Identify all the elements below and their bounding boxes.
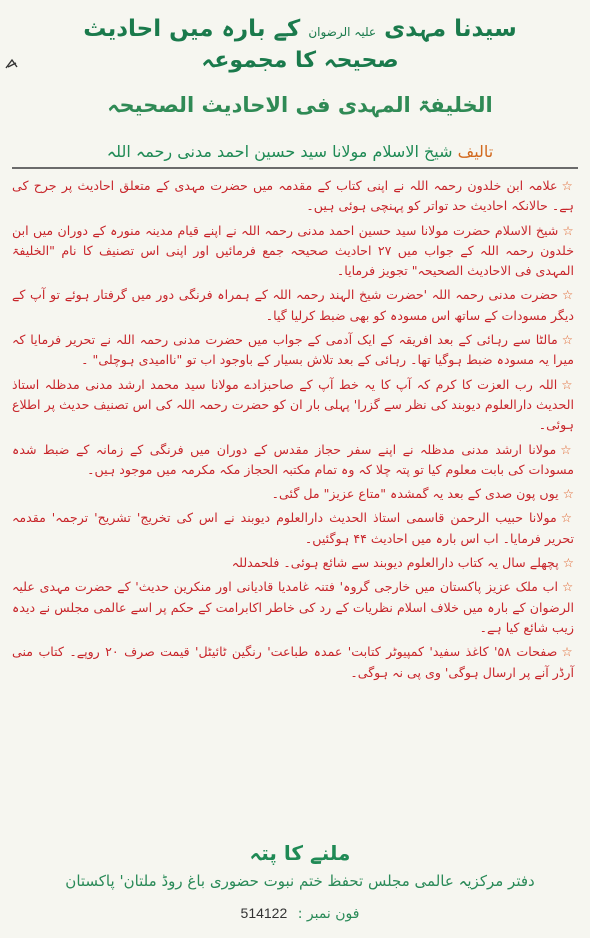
- paragraph: [12, 375, 574, 436]
- author-name: شیخ الاسلام مولانا سید حسین احمد مدنی رحمہ اللہ: [106, 142, 453, 161]
- star-icon: ☆: [562, 222, 574, 238]
- main-title-line2: صحیحہ کا مجموعہ: [201, 48, 399, 73]
- phone-number: 514122: [240, 905, 288, 921]
- star-icon: ☆: [561, 579, 574, 595]
- paragraph: [12, 176, 574, 217]
- paragraph-text: صفحات ۵۸' کاغذ سفید' کمپیوٹر کتابت' عمدہ طباعت' رنگین ٹائیٹل' قیمت صرف ۲۰ روپے۔ کتاب منی آرڈر آنے پر ارسال ہوگی' وی پی نہ ہوگی۔: [12, 644, 574, 680]
- paragraph-text: شیخ الاسلام حضرت مولانا سید حسین احمد مدنی رحمہ اللہ نے اپنے قیام مدینہ منورہ کے دوران میں ابن خلدون رحمہ اللہ کے جواب میں ۲۷ احادیث صحیحہ جمع فرمائیں اور اپنی اس تصنیف کا نام "الخلیفۃ المہدی فی الاحادیث الصحیحہ" تجویز فرمایا۔: [12, 222, 574, 279]
- phone-line: [20, 902, 580, 925]
- phone-label: فون نمبر :: [297, 906, 360, 922]
- address-heading: ملنے کا پتہ: [249, 841, 351, 865]
- paragraph-text: علامہ ابن خلدون رحمہ اللہ نے اپنی کتاب کے مقدمہ میں حضرت مہدی کے متعلق احادیث پر جرح کی ہے۔ حالانکہ احادیث حد تواتر کو پہنچی ہوئی ہیں۔: [12, 178, 574, 214]
- star-icon: ☆: [561, 332, 574, 348]
- paragraph: [12, 285, 574, 326]
- paragraph-text: یوں پون صدی کے بعد یہ گمشدہ "متاع عزیز" مل گئی۔: [271, 486, 559, 502]
- paragraph: [12, 642, 574, 683]
- star-icon: ☆: [560, 441, 574, 457]
- star-icon: ☆: [562, 486, 574, 502]
- paragraph-text: مولانا ارشد مدنی مدظلہ نے اپنے سفر حجاز مقدس کے دوران میں فرنگی کے زمانہ کے ضبط شدہ مسودات کی بابت معلوم کیا تو پتہ چلا کہ وہ تمام مکتبہ الحجاز مکہ مکرمہ میں موجود ہیں۔: [12, 441, 574, 477]
- author-label: تالیف: [457, 142, 494, 161]
- paragraph-text: پچھلے سال یہ کتاب دارالعلوم دیوبند سے شائع ہوئی۔ فلحمدللہ: [231, 555, 559, 571]
- star-icon: ☆: [561, 376, 574, 392]
- paragraph: [12, 330, 574, 371]
- divider: [12, 167, 578, 169]
- address-text: دفتر مرکزیہ عالمی مجلس تحفظ ختم نبوت حضوری باغ روڈ ملتان' پاکستان: [65, 872, 535, 890]
- author-line: [20, 140, 580, 164]
- title-honorific: علیہ الرضوان: [308, 25, 377, 39]
- star-icon: ☆: [562, 555, 574, 571]
- paragraph: [12, 553, 574, 573]
- star-icon: ☆: [560, 510, 574, 526]
- star-icon: ☆: [561, 644, 574, 660]
- star-icon: ☆: [561, 178, 574, 193]
- paragraph: [12, 577, 574, 638]
- paragraph-text: اللہ رب العزت کا کرم کہ آپ کا یہ خط آپ کے صاحبزادے مولانا سید محمد ارشد مدنی مدظلہ استاذ الحدیث دارالعلوم دیوبند کی نظر سے گزرا' پہلی بار ان کو حضرت رحمہ اللہ کی اس تصنیف حدیث پر اطلاع ہوئی۔: [12, 376, 574, 433]
- ink-mark: [4, 58, 20, 72]
- paragraph: [12, 221, 574, 282]
- paragraph-text: حضرت مدنی رحمہ اللہ 'حضرت شیخ الہند رحمہ اللہ کے ہمراہ فرنگی دور میں گرفتار ہوئے تو آپ کے دیگر مسودات کے ساتھ اس مسودہ کو بھی ضبط کرلیا گیا۔: [12, 287, 574, 323]
- title-rest: کے بارہ میں احادیث: [83, 16, 301, 42]
- main-title-line1: [20, 14, 580, 47]
- body-text: [12, 176, 574, 687]
- paragraph: [12, 484, 574, 504]
- arabic-title: الخلیفۃ المہدی فی الاحادیث الصحیحہ: [107, 93, 493, 117]
- paragraph-text: مالٹا سے رہائی کے بعد افریقہ کے ایک آدمی کے جواب میں حضرت مدنی رحمہ اللہ نے تحریر فرمایا کہ میرا یہ مسودہ ضبط ہوگیا تھا۔ رہائی کے بعد تلاش بسیار کے باوجود اب تو "ناامیدی ہوچلی" ۔: [12, 332, 574, 368]
- star-icon: ☆: [562, 287, 574, 303]
- paragraph: [12, 508, 574, 549]
- paragraph-text: اب ملک عزیز پاکستان میں خارجی گروہ' فتنہ غامدیا قادیانی اور منکرین حدیث' کے حضرت مہدی علیہ الرضوان کے بارہ میں خلاف اسلام نظریات کے رد کی خاطر اکابرامت کے حکم پر اسے عالمی مجلس نے دیدہ زیب شائع کیا ہے۔: [12, 579, 574, 635]
- paragraph-text: مولانا حبیب الرحمن قاسمی استاذ الحدیث دارالعلوم دیوبند نے اس کی تخریج' تشریح' ترجمہ' مقدمہ تحریر فرمایا۔ اب اس بارہ میں احادیث ۴۴ ہوگئیں۔: [12, 510, 574, 546]
- paragraph: [12, 440, 574, 481]
- title-name: سیدنا مہدی: [384, 16, 517, 42]
